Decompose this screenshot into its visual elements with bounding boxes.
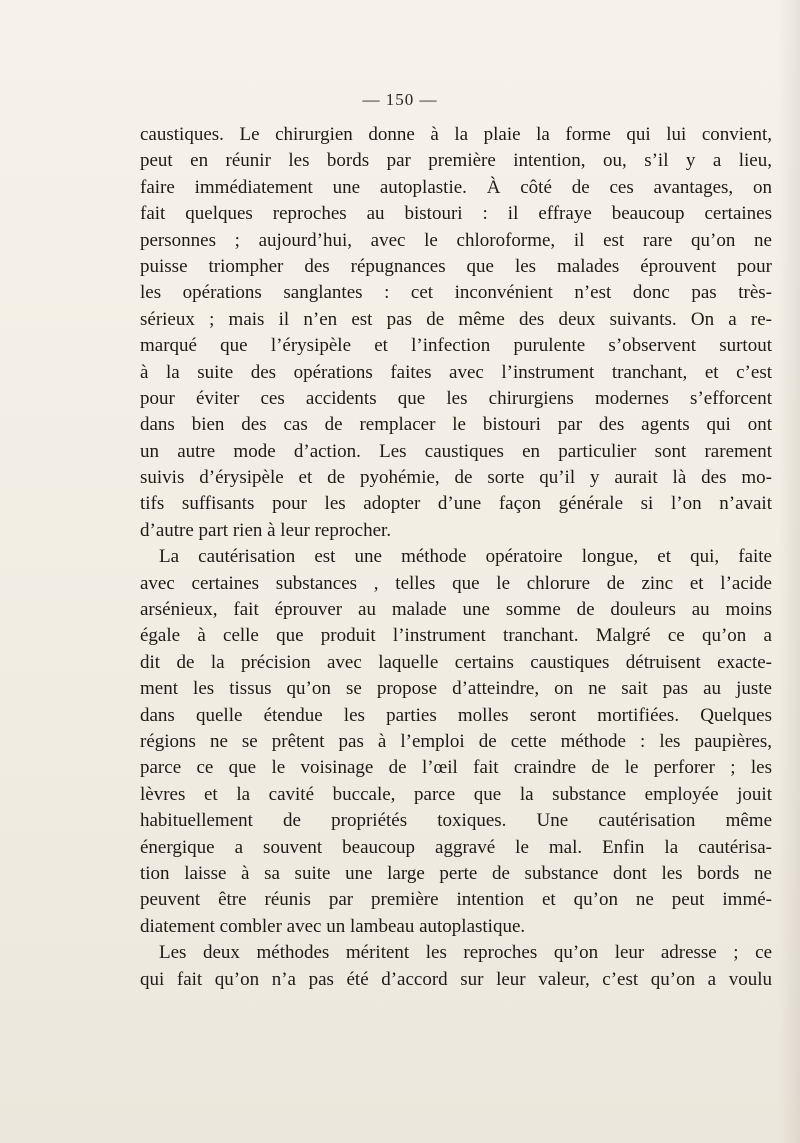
text-line: un autre mode d’action. Les caustiques en particulier sont rarement — [140, 440, 772, 462]
text-line: dans quelle étendue les parties molles seront mortifiées. Quelques — [140, 704, 772, 726]
text-line: d’autre part rien à leur reprocher. — [140, 519, 392, 541]
text-line: faire immédiatement une autoplastie. À côté de ces avantages, on — [140, 176, 772, 198]
text-line: arsénieux, fait éprouver au malade une somme de douleurs au moins — [140, 599, 772, 621]
paragraph-start-line: Les deux méthodes méritent les reproches qu’on leur adresse ; ce — [159, 942, 772, 964]
text-line: ment les tissus qu’on se propose d’atteindre, on ne sait pas au juste — [140, 678, 772, 700]
text-line: marqué que l’érysipèle et l’infection purulente s’observent surtout — [140, 335, 772, 357]
text-line: diatement combler avec un lambeau autoplastique. — [140, 915, 526, 937]
text-line: peut en réunir les bords par première intention, ou, s’il y a lieu, — [140, 150, 772, 172]
text-line: parce ce que le voisinage de l’œil fait craindre de le perforer ; les — [140, 757, 772, 779]
text-line: égale à celle que produit l’instrument tranchant. Malgré ce qu’on a — [140, 625, 772, 647]
text-line: régions ne se prêtent pas à l’emploi de cette méthode : les paupières, — [140, 730, 772, 752]
text-line: tion laisse à sa suite une large perte de substance dont les bords ne — [140, 862, 772, 884]
text-line: suivis d’érysipèle et de pyohémie, de sorte qu’il y aurait là des mo- — [140, 467, 772, 489]
body-text — [140, 122, 772, 993]
text-line: dans bien des cas de remplacer le bistouri par des agents qui ont — [140, 414, 772, 436]
text-line: personnes ; aujourd’hui, avec le chloroforme, il est rare qu’on ne — [140, 229, 772, 251]
paragraph-start-line: La cautérisation est une méthode opératoire longue, et qui, faite — [159, 546, 772, 568]
text-line: habituellement de propriétés toxiques. Une cautérisation même — [140, 810, 772, 832]
text-line: puisse triompher des répugnances que les malades éprouvent pour — [140, 255, 772, 277]
text-line: peuvent être réunis par première intention et qu’on ne peut immé- — [140, 889, 772, 911]
text-line: lèvres et la cavité buccale, parce que la substance employée jouit — [140, 783, 772, 805]
text-line: fait quelques reproches au bistouri : il effraye beaucoup certaines — [140, 203, 772, 225]
text-line: les opérations sanglantes : cet inconvénient n’est donc pas très- — [140, 282, 772, 304]
text-line: sérieux ; mais il n’en est pas de même des deux suivants. On a re- — [140, 308, 772, 330]
text-line: énergique a souvent beaucoup aggravé le mal. Enfin la cautérisa- — [140, 836, 772, 858]
text-line: qui fait qu’on n’a pas été d’accord sur leur valeur, c’est qu’on a voulu — [140, 968, 772, 990]
text-line: caustiques. Le chirurgien donne à la plaie la forme qui lui convient, — [140, 124, 772, 145]
text-line: dit de la précision avec laquelle certains caustiques détruisent exacte- — [140, 651, 772, 673]
text-line: avec certaines substances , telles que le chlorure de zinc et l’acide — [140, 572, 772, 594]
text-line: à la suite des opérations faites avec l’instrument tranchant, et c’est — [140, 361, 772, 383]
page-number: — 150 — — [362, 90, 438, 109]
text-line: pour éviter ces accidents que les chirurgiens modernes s’efforcent — [140, 387, 772, 409]
page-edge-shadow — [778, 0, 800, 1143]
text-line: tifs suffisants pour les adopter d’une façon générale si l’on n’avait — [140, 493, 772, 515]
